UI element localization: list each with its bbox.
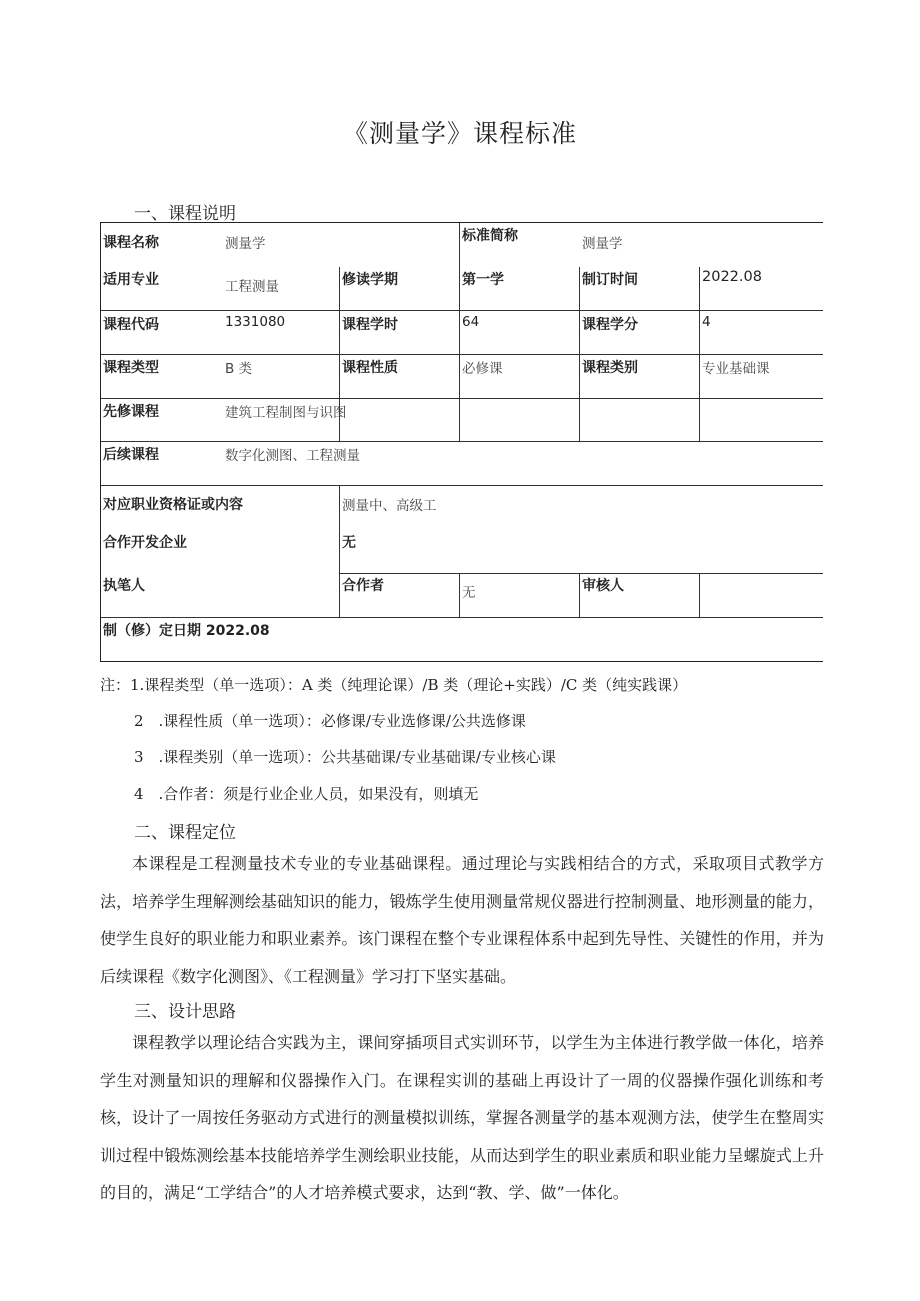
course-info-table [100, 222, 823, 662]
document-title: 《测量学》课程标准 [342, 119, 577, 148]
cooperator-label: 合作者 [342, 578, 384, 594]
course-category-value: 专业基础课 [702, 361, 770, 377]
note-line: 2 .课程性质（单一选项）：必修课/专业选修课/公共选修课 [134, 712, 526, 730]
certificate-value: 测量中、高级工 [342, 498, 437, 514]
course-hours-value: 64 [462, 314, 480, 330]
note-line: 注：1.课程类型（单一选项）：A 类（纯理论课）/B 类（理论+实践）/C 类（纯实践课） [100, 676, 688, 694]
table-rule [101, 310, 823, 311]
table-rule [699, 267, 700, 442]
short-name-value: 测量学 [582, 236, 623, 252]
table-rule [101, 441, 823, 442]
course-nature-value: 必修课 [462, 361, 503, 377]
table-rule [101, 354, 823, 355]
reviewer-label: 审核人 [582, 578, 624, 594]
term-value: 第一学 [462, 272, 504, 288]
note-line: 3 .课程类别（单一选项）：公共基础课/专业基础课/专业核心课 [134, 748, 556, 766]
course-code-label: 课程代码 [103, 317, 159, 333]
followup-label: 后续课程 [103, 447, 159, 463]
table-rule [579, 573, 580, 618]
major-label: 适用专业 [103, 272, 159, 288]
prereq-label: 先修课程 [103, 404, 159, 420]
course-credit-value: 4 [702, 314, 711, 330]
enterprise-label: 合作开发企业 [103, 535, 187, 551]
revision-time-value: 2022.08 [702, 269, 762, 285]
table-rule [699, 573, 700, 618]
course-type-value: B 类 [225, 361, 253, 377]
table-rule [339, 573, 823, 574]
section-heading-3: 三、设计思路 [134, 1002, 236, 1022]
certificate-label: 对应职业资格证或内容 [103, 497, 243, 513]
course-name-label: 课程名称 [103, 235, 159, 251]
table-rule [339, 485, 340, 618]
section-heading-2: 二、课程定位 [134, 823, 236, 843]
major-value: 工程测量 [225, 279, 279, 295]
table-rule [101, 398, 823, 399]
table-rule [459, 223, 460, 442]
course-type-label: 课程类型 [103, 360, 159, 376]
section-2-paragraph: 本课程是工程测量技术专业的专业基础课程。通过理论与实践相结合的方式，采取项目式教学方法，培养学生理解测绘基础知识的能力，锻炼学生使用测量常规仪器进行控制测量、地形测量的能力，使学生良好的职业能力和职业素养。该门课程在整个专业课程体系中起到先导性、关键性的作用，并为后续课程《数字化测图》、《工程测量》学习打下坚实基础。 [100, 854, 824, 986]
followup-value: 数字化测图、工程测量 [225, 448, 360, 464]
prereq-value: 建筑工程制图与识图 [225, 405, 347, 421]
table-rule [459, 573, 460, 618]
enterprise-value: 无 [342, 535, 356, 551]
table-rule [579, 267, 580, 442]
section-3-paragraph: 课程教学以理论结合实践为主，课间穿插项目式实训环节，以学生为主体进行教学做一体化，培养学生对测量知识的理解和仪器操作入门。在课程实训的基础上再设计了一周的仪器操作强化训练和考核，设计了一周按任务驱动方式进行的测量模拟训练，掌握各测量学的基本观测方法，使学生在整周实训过程中锻炼测绘基本技能培养学生测绘职业技能，从而达到学生的职业素质和职业能力呈螺旋式上升的目的，满足“工学结合”的人才培养模式要求，达到“教、学、做”一体化。 [100, 1033, 824, 1202]
author-label: 执笔人 [103, 578, 145, 594]
revision-time-label: 制订时间 [582, 272, 638, 288]
course-nature-label: 课程性质 [342, 360, 398, 376]
section-heading-1: 一、课程说明 [134, 204, 236, 224]
note-line: 4 .合作者：须是行业企业人员，如果没有，则填无 [134, 785, 479, 803]
course-name-value: 测量学 [225, 236, 266, 252]
term-label: 修读学期 [342, 272, 398, 288]
table-rule [101, 617, 823, 618]
short-name-label: 标准简称 [462, 228, 518, 244]
course-credit-label: 课程学分 [582, 317, 638, 333]
course-hours-label: 课程学时 [342, 317, 398, 333]
revision-date-label: 制（修）定日期 2022.08 [103, 623, 270, 639]
table-rule [101, 485, 823, 486]
course-code-value: 1331080 [225, 314, 286, 330]
cooperator-value: 无 [462, 585, 476, 601]
course-category-label: 课程类别 [582, 360, 638, 376]
